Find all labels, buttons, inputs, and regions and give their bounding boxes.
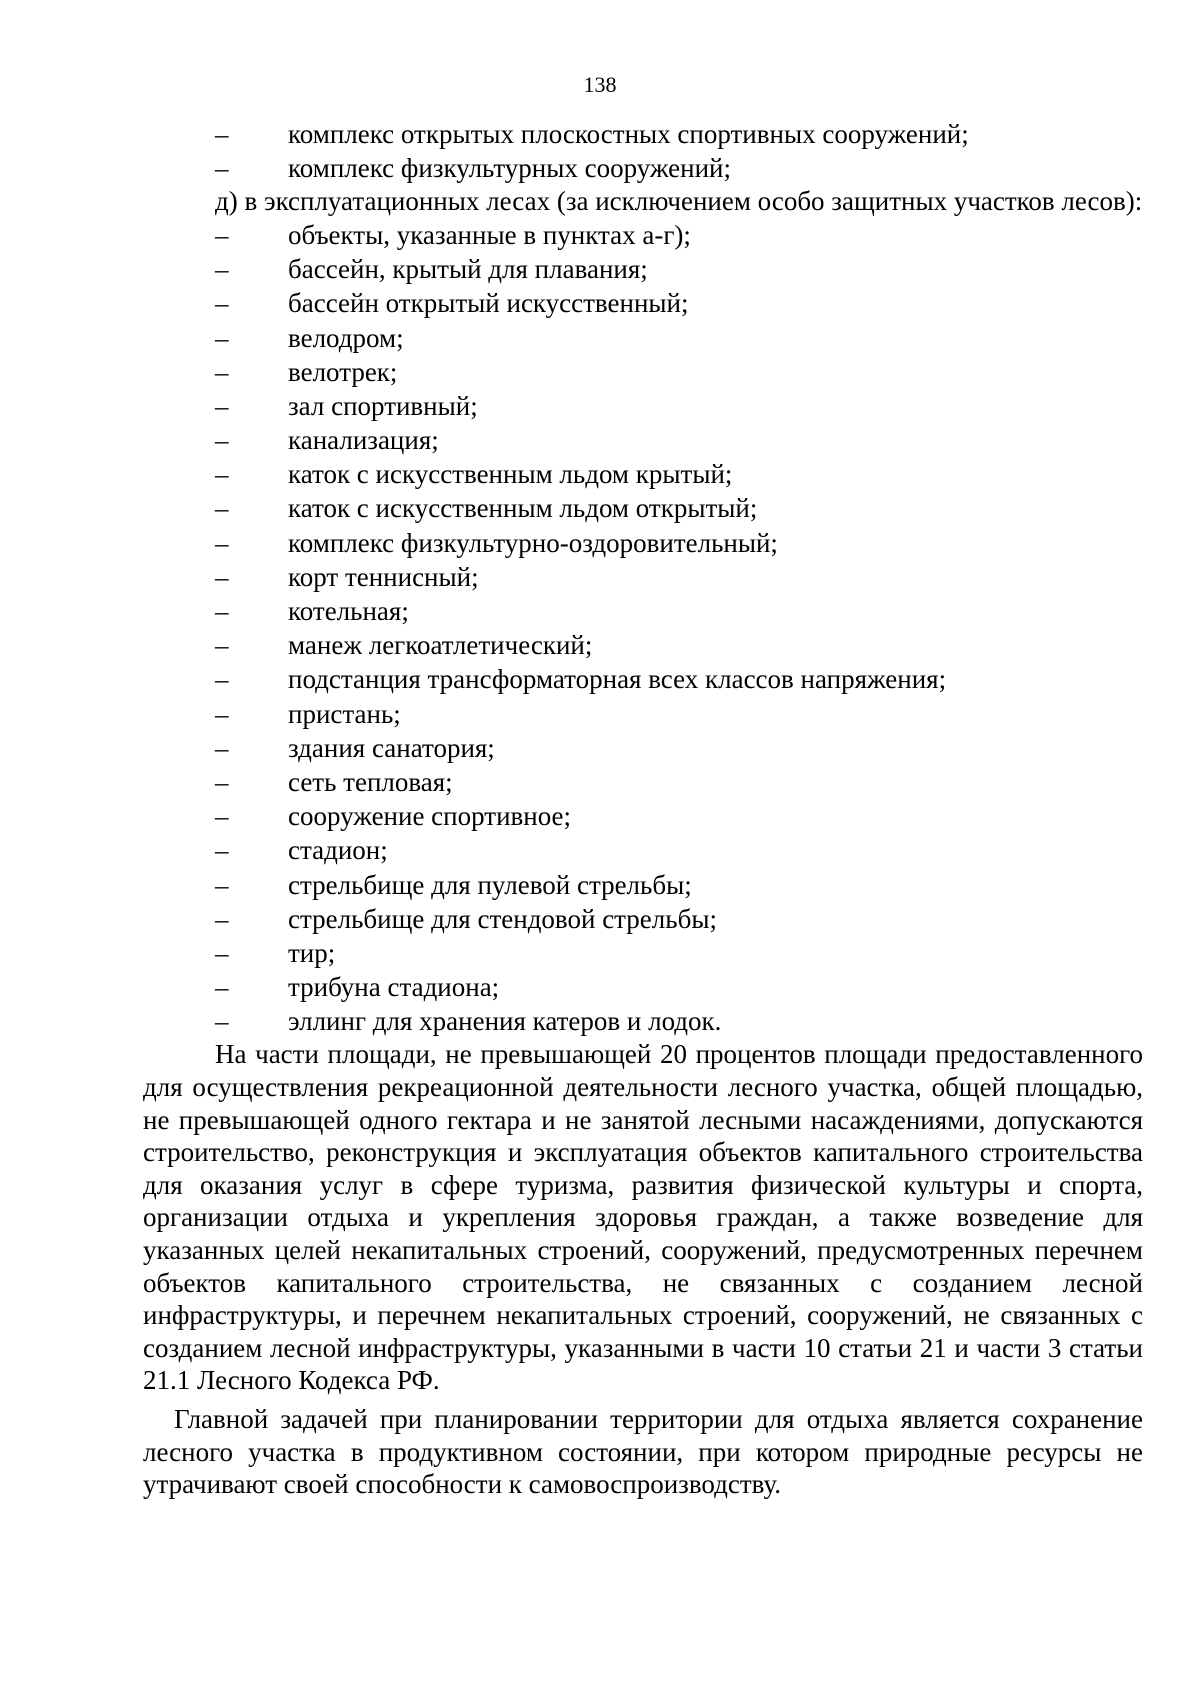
list-item-text: стрельбище для пулевой стрельбы; xyxy=(288,869,692,900)
page-number: 138 xyxy=(583,72,617,97)
list-item-text: бассейн открытый искусственный; xyxy=(288,288,689,319)
list-item-text: подстанция трансформаторная всех классов напряжения; xyxy=(288,664,947,695)
list-d xyxy=(143,218,1143,1039)
list-dash: – xyxy=(215,425,229,456)
list-item xyxy=(143,765,1143,799)
list-item xyxy=(143,457,1143,491)
list-item-text: эллинг для хранения катеров и лодок. xyxy=(288,1006,722,1037)
list-item-text: сеть тепловая; xyxy=(288,766,453,797)
list-item xyxy=(143,662,1143,696)
list-item-text: каток с искусственным льдом крытый; xyxy=(288,459,733,490)
list-dash: – xyxy=(215,527,229,558)
list-dash: – xyxy=(215,801,229,832)
list-item-text: зал спортивный; xyxy=(288,390,478,421)
list-dash: – xyxy=(215,835,229,866)
list-dash: – xyxy=(215,561,229,592)
list-dash: – xyxy=(215,937,229,968)
list-dash: – xyxy=(215,869,229,900)
list-item xyxy=(143,594,1143,628)
page-content xyxy=(143,117,1143,1501)
list-item-text: манеж легкоатлетический; xyxy=(288,630,593,661)
list-item xyxy=(143,355,1143,389)
list-item xyxy=(143,526,1143,560)
list-item-text: комплекс открытых плоскостных спортивных сооружений; xyxy=(288,119,969,149)
list-item xyxy=(143,697,1143,731)
list-dash: – xyxy=(215,288,229,319)
list-item xyxy=(143,218,1143,252)
list-item-text: трибуна стадиона; xyxy=(288,972,500,1003)
list-dash: – xyxy=(215,732,229,763)
list-item-text: тир; xyxy=(288,937,336,968)
list-item-text: объекты, указанные в пунктах а-г); xyxy=(288,219,691,250)
list-dash: – xyxy=(215,219,229,250)
list-dash: – xyxy=(215,698,229,729)
list-dash: – xyxy=(215,119,229,149)
list-item xyxy=(143,868,1143,902)
list-dash: – xyxy=(215,322,229,353)
list-dash: – xyxy=(215,664,229,695)
list-dash: – xyxy=(215,493,229,524)
list-top xyxy=(143,117,1143,185)
list-item xyxy=(143,389,1143,423)
list-dash: – xyxy=(215,459,229,490)
list-item xyxy=(143,970,1143,1004)
list-item-text: комплекс физкультурно-оздоровительный; xyxy=(288,527,778,558)
list-item xyxy=(143,117,1143,151)
list-item xyxy=(143,833,1143,867)
list-item-text: бассейн, крытый для плавания; xyxy=(288,254,648,285)
list-item-text: сооружение спортивное; xyxy=(288,801,572,832)
list-item xyxy=(143,902,1143,936)
list-dash: – xyxy=(215,596,229,627)
list-item xyxy=(143,252,1143,286)
list-dash: – xyxy=(215,903,229,934)
list-item xyxy=(143,151,1143,185)
list-dash: – xyxy=(215,356,229,387)
list-item xyxy=(143,423,1143,457)
list-dash: – xyxy=(215,972,229,1003)
list-item-text: велодром; xyxy=(288,322,404,353)
list-item-text: велотрек; xyxy=(288,356,398,387)
list-item xyxy=(143,731,1143,765)
list-item xyxy=(143,936,1143,970)
list-item xyxy=(143,799,1143,833)
list-item-text: пристань; xyxy=(288,698,401,729)
list-dash: – xyxy=(215,390,229,421)
paragraph-1: На части площади, не превышающей 20 процентов площади предоставленного для осуществления рекреационной деятельности лесного участка, общей площадью, не превышающей одного гектара и не занятой лесными насаждениями, допускаются строительство, реконструкция и эксплуатация объектов капитального строительства для оказания услуг в сфере туризма, развития физической культуры и спорта, организации отдыха и укрепления здоровья граждан, а также возведение для указанных целей некапитальных строений, сооружений, предусмотренных перечнем объектов капитального строительства, не связанных с созданием лесной инфраструктуры, и перечнем некапитальных строений, сооружений, не связанных с созданием лесной инфраструктуры, указанными в части 10 статьи 21 и части 3 статьи 21.1 Лесного Кодекса РФ. xyxy=(143,1039,1143,1396)
list-dash: – xyxy=(215,254,229,285)
list-item-text: котельная; xyxy=(288,596,409,627)
list-item xyxy=(143,560,1143,594)
list-dash: – xyxy=(215,1006,229,1037)
list-item xyxy=(143,628,1143,662)
paragraph-2: Главной задачей при планировании территории для отдыха является сохранение лесного участка в продуктивном состоянии, при котором природные ресурсы не утрачивают своей способности к самовоспроизводству. xyxy=(143,1404,1143,1500)
list-item-text: стрельбище для стендовой стрельбы; xyxy=(288,903,717,934)
list-dash: – xyxy=(215,630,229,661)
list-item xyxy=(143,491,1143,525)
list-item xyxy=(143,1004,1143,1038)
list-item-text: каток с искусственным льдом открытый; xyxy=(288,493,758,524)
list-item xyxy=(143,286,1143,320)
list-item-text: канализация; xyxy=(288,425,439,456)
list-item xyxy=(143,321,1143,355)
section-d-heading: д) в эксплуатационных лесах (за исключением особо защитных участков лесов): xyxy=(215,186,1143,217)
list-dash: – xyxy=(215,153,229,184)
list-item-text: стадион; xyxy=(288,835,388,866)
list-dash: – xyxy=(215,766,229,797)
list-item-text: комплекс физкультурных сооружений; xyxy=(288,153,732,184)
list-item-text: здания санатория; xyxy=(288,732,495,763)
list-item-text: корт теннисный; xyxy=(288,561,479,592)
